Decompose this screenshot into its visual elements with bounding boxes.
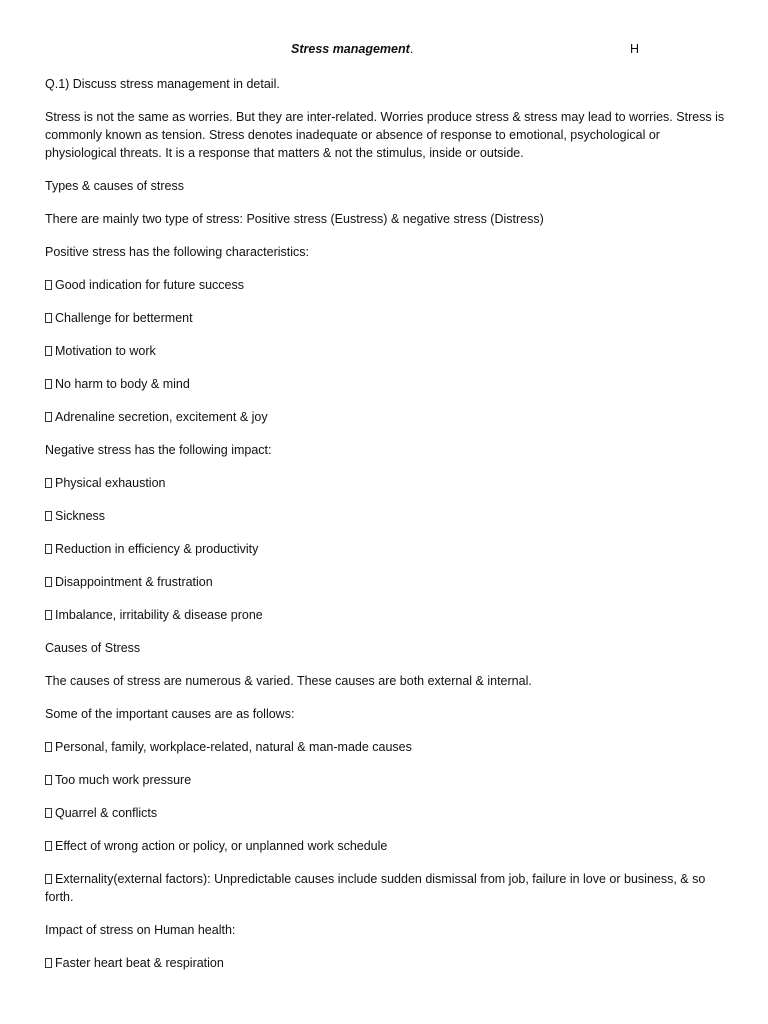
paragraph: There are mainly two type of stress: Positive stress (Eustress) & negative stress (Distress) xyxy=(45,212,544,226)
bullet-item xyxy=(45,738,725,756)
bullet-item xyxy=(45,276,725,294)
bullet-text: Externality(external factors): Unpredictable causes include sudden dismissal from job, failure in love or business, & so forth. xyxy=(45,872,706,904)
paragraph: Q.1) Discuss stress management in detail. xyxy=(45,77,280,91)
bullet-text: Disappointment & frustration xyxy=(55,575,213,589)
bullet-item xyxy=(45,540,725,558)
bullet-item xyxy=(45,573,725,591)
bullet-text: Faster heart beat & respiration xyxy=(55,956,224,970)
bullet-text: Physical exhaustion xyxy=(55,476,166,490)
missing-glyph-bullet-icon xyxy=(45,511,52,521)
paragraph: The causes of stress are numerous & varied. These causes are both external & internal. xyxy=(45,674,532,688)
bullet-text: Personal, family, workplace-related, natural & man-made causes xyxy=(55,740,412,754)
document-body xyxy=(45,75,725,987)
bullet-text: Good indication for future success xyxy=(55,278,244,292)
bullet-text: Motivation to work xyxy=(55,344,156,358)
bullet-text: Effect of wrong action or policy, or unplanned work schedule xyxy=(55,839,388,853)
missing-glyph-bullet-icon xyxy=(45,544,52,554)
missing-glyph-bullet-icon xyxy=(45,412,52,422)
bullet-item xyxy=(45,375,725,393)
bullet-text: Imbalance, irritability & disease prone xyxy=(55,608,263,622)
bullet-text: Reduction in efficiency & productivity xyxy=(55,542,259,556)
bullet-item xyxy=(45,837,725,855)
missing-glyph-bullet-icon xyxy=(45,610,52,620)
missing-glyph-bullet-icon xyxy=(45,808,52,818)
bullet-item xyxy=(45,870,725,906)
bullet-item xyxy=(45,309,725,327)
missing-glyph-bullet-icon xyxy=(45,346,52,356)
missing-glyph-bullet-icon xyxy=(45,874,52,884)
bullet-item xyxy=(45,342,725,360)
bullet-item xyxy=(45,408,725,426)
missing-glyph-bullet-icon xyxy=(45,958,52,968)
bullet-text: Challenge for betterment xyxy=(55,311,193,325)
bullet-text: Too much work pressure xyxy=(55,773,192,787)
bullet-item xyxy=(45,771,725,789)
bullet-item xyxy=(45,954,725,972)
paragraph: Stress is not the same as worries. But they are inter-related. Worries produce stress & stress may lead to worries. Stress is commonly known as tension. Stress denotes inadequate or absence of response to emotional, psychological or physiological threats. It is a response that matters & not the stimulus, inside or outside. xyxy=(45,110,725,160)
missing-glyph-bullet-icon xyxy=(45,280,52,290)
bullet-text: No harm to body & mind xyxy=(55,377,190,391)
header-mark: H xyxy=(630,42,640,56)
document-title-text: Stress management xyxy=(291,42,410,56)
paragraph: Impact of stress on Human health: xyxy=(45,923,236,937)
bullet-text: Sickness xyxy=(55,509,106,523)
paragraph: Some of the important causes are as follows: xyxy=(45,707,295,721)
paragraph: Causes of Stress xyxy=(45,641,141,655)
document-title xyxy=(291,42,413,56)
missing-glyph-bullet-icon xyxy=(45,313,52,323)
bullet-item xyxy=(45,606,725,624)
missing-glyph-bullet-icon xyxy=(45,742,52,752)
bullet-text: Adrenaline secretion, excitement & joy xyxy=(55,410,268,424)
bullet-item xyxy=(45,804,725,822)
missing-glyph-bullet-icon xyxy=(45,379,52,389)
paragraph: Positive stress has the following characteristics: xyxy=(45,245,309,259)
bullet-item xyxy=(45,474,725,492)
missing-glyph-bullet-icon xyxy=(45,841,52,851)
missing-glyph-bullet-icon xyxy=(45,775,52,785)
bullet-item xyxy=(45,507,725,525)
paragraph: Types & causes of stress xyxy=(45,179,184,193)
document-header xyxy=(0,42,768,60)
paragraph: Negative stress has the following impact: xyxy=(45,443,272,457)
missing-glyph-bullet-icon xyxy=(45,577,52,587)
bullet-text: Quarrel & conflicts xyxy=(55,806,158,820)
document-title-suffix: . xyxy=(409,42,414,56)
missing-glyph-bullet-icon xyxy=(45,478,52,488)
